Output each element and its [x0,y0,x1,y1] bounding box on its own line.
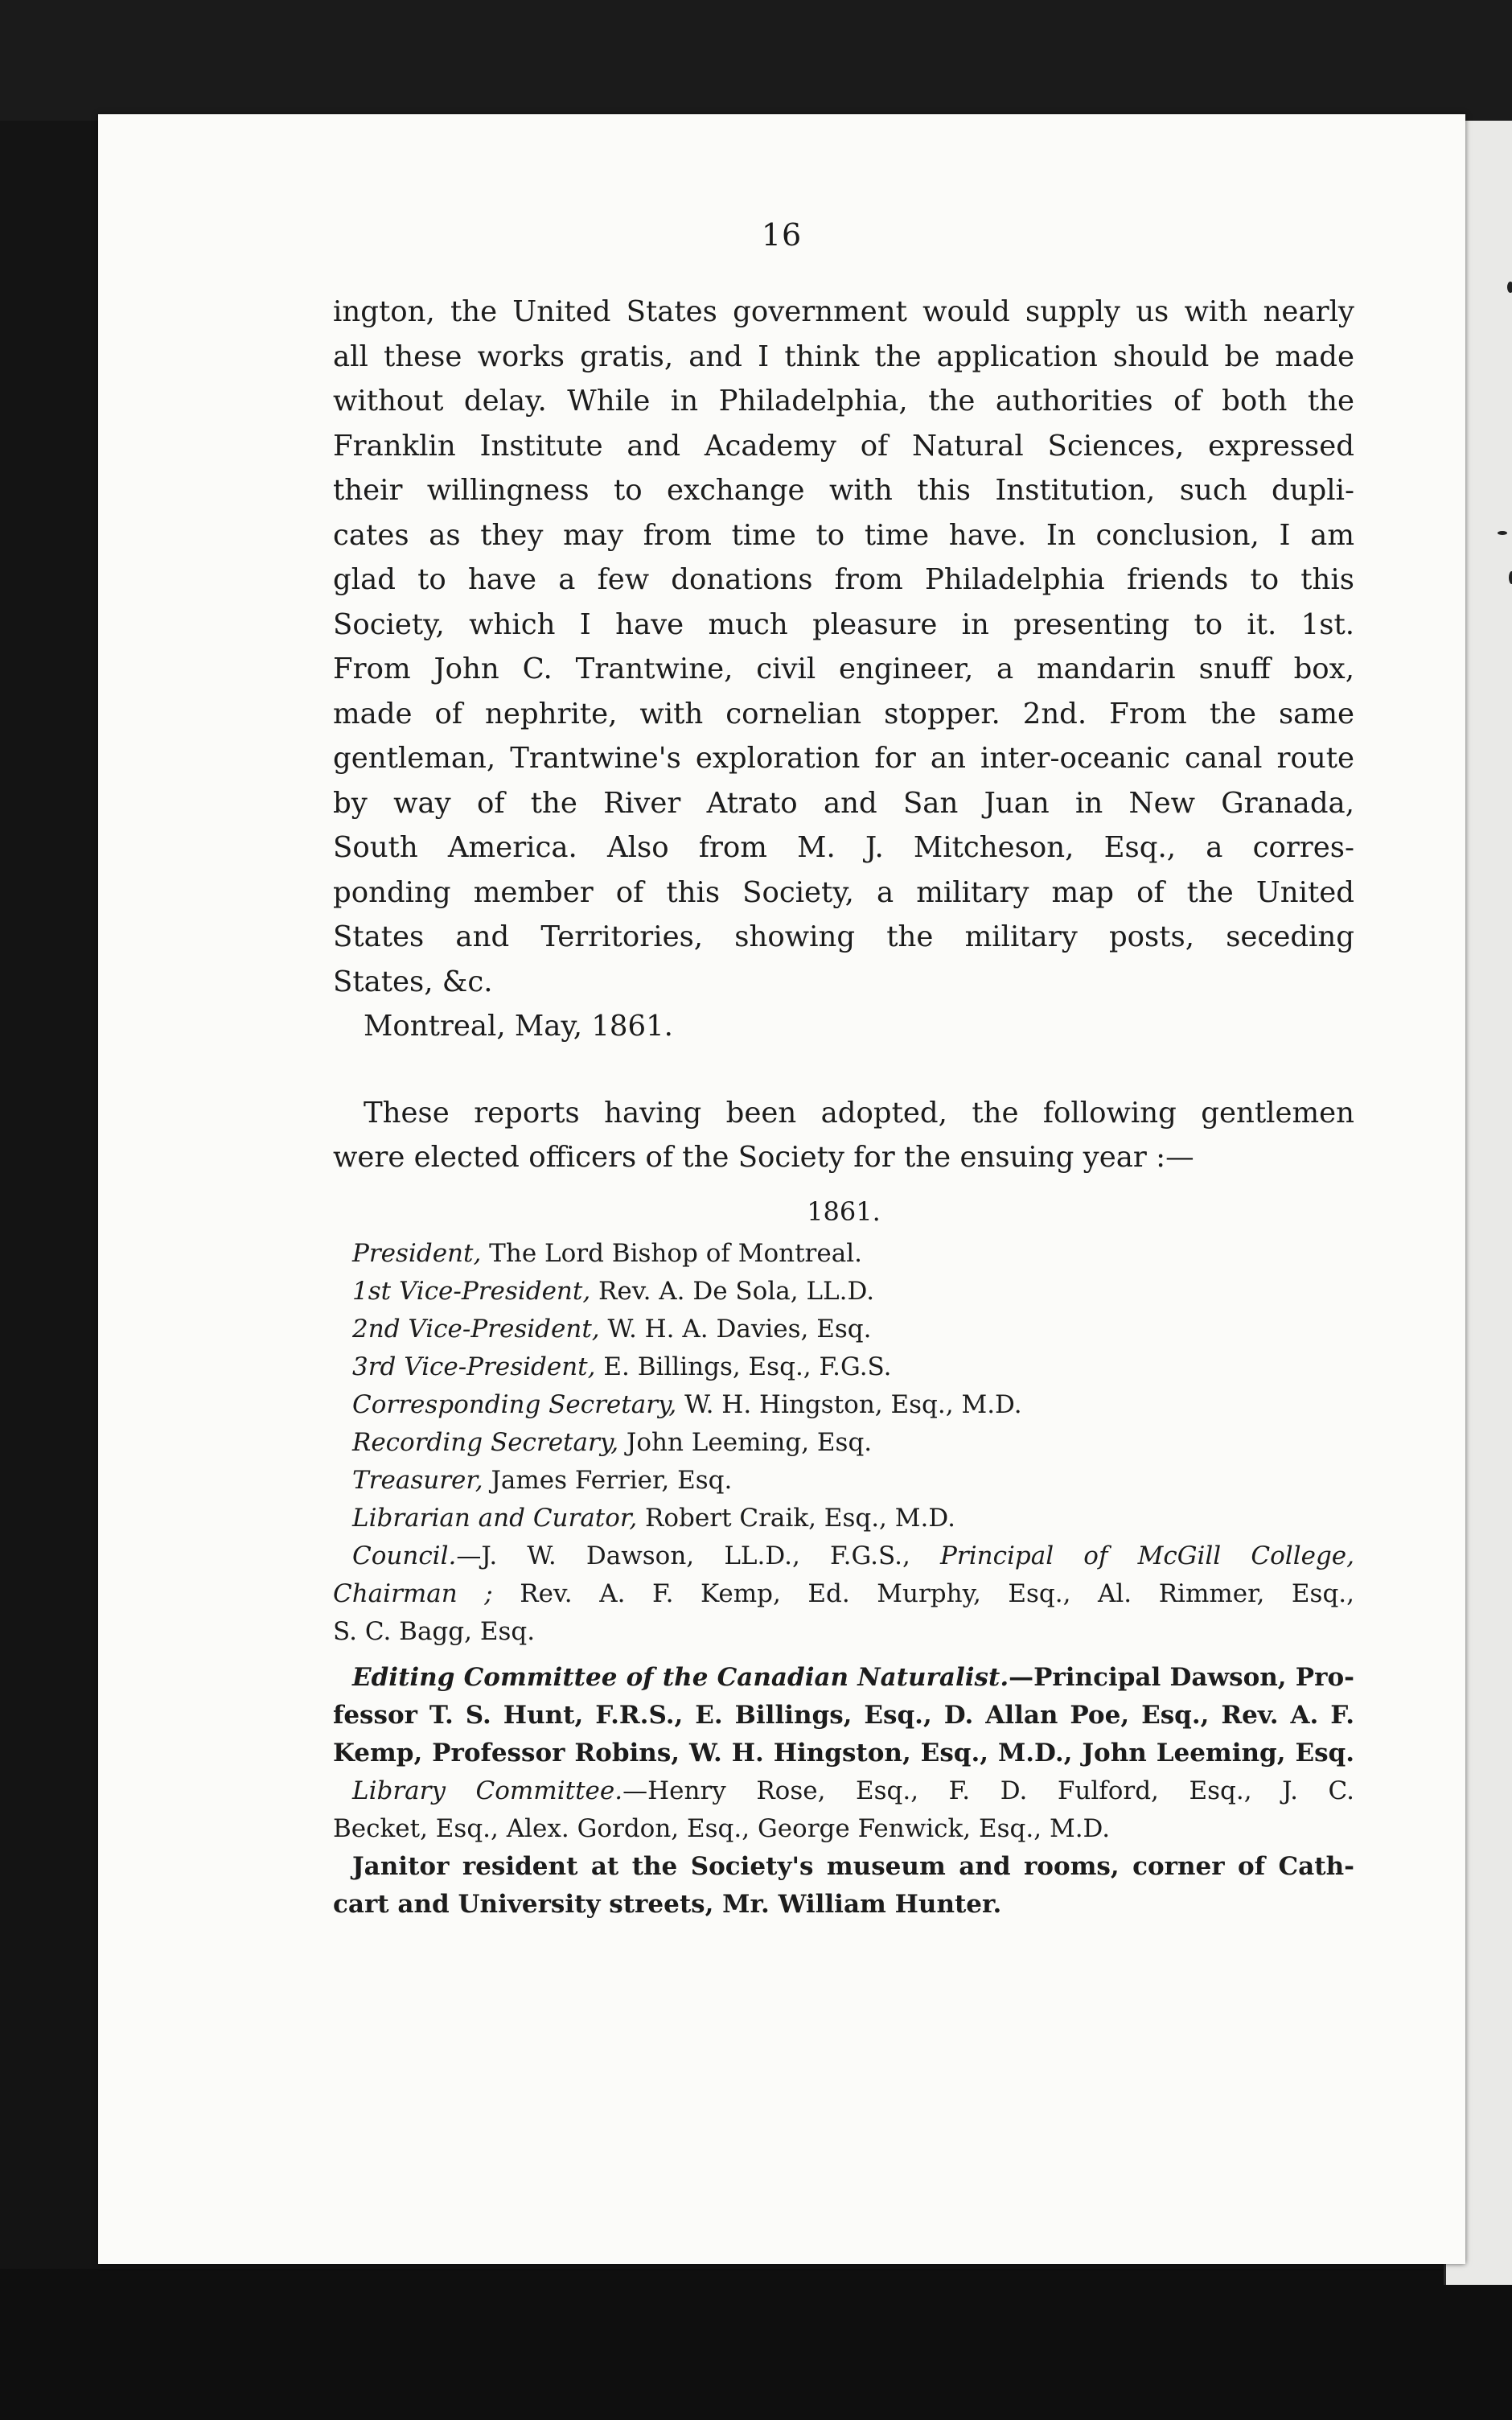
editing-line: Kemp, Professor Robins, W. H. Hingston, Esq., M.D., John Leeming, Esq. [333,1738,1354,1768]
officer-role: Corresponding Secretary, [352,1389,677,1419]
officer-name: John Leeming, Esq. [618,1427,873,1457]
text-line: States and Territories, showing the military posts, seceding [333,920,1354,953]
officer-role: Treasurer, [352,1465,483,1495]
editing-line [333,1659,1354,1697]
officer-name: Rev. A. De Sola, LL.D. [590,1276,875,1306]
text-line: From John C. Trantwine, civil engineer, a mandarin snuff box, [333,652,1354,685]
officer-president [333,1235,1354,1273]
text-line: were elected officers of the Society for the ensuing year :— [333,1141,1194,1174]
section-gap [333,1651,1354,1659]
text-line: Franklin Institute and Academy of Natural Sciences, expressed [333,429,1354,463]
page-number: 16 [761,217,803,253]
editing-committee-entry [333,1659,1354,1772]
officer-name: Robert Craik, Esq., M.D. [637,1503,955,1533]
text-line: gentleman, Trantwine's exploration for an inter-oceanic canal route [333,742,1354,775]
paragraph-gap [333,1049,1354,1091]
text-line: without delay. While in Philadelphia, the authorities of both the [333,385,1354,418]
page-speck [1507,282,1512,293]
scan-background-bottom [0,2269,1512,2420]
text-line: their willingness to exchange with this Institution, such dupli- [333,474,1354,507]
editing-line: fessor T. S. Hunt, F.R.S., E. Billings, Esq., D. Allan Poe, Esq., Rev. A. F. [333,1700,1354,1730]
text-line: States, &c. [333,965,493,998]
scan-background-top [0,0,1512,121]
council-entry [333,1537,1354,1651]
page-speck [1509,571,1512,584]
text-line: made of nephrite, with cornelian stopper. 2nd. From the same [333,697,1354,731]
page-body [333,290,1354,1924]
officer-name: The Lord Bishop of Montreal. [481,1238,862,1268]
library-text: —Henry Rose, Esq., F. D. Fulford, Esq., J. C. [622,1776,1355,1805]
officer-role: Librarian and Curator, [352,1503,638,1533]
council-chairman-label: Chairman ; [333,1578,493,1608]
officer-corresponding-secretary [333,1386,1354,1424]
text-line: Society, which I have much pleasure in presenting to it. 1st. [333,607,1354,641]
officer-name: W. H. A. Davies, Esq. [599,1314,872,1344]
officer-role: President, [352,1238,482,1268]
officers-list [333,1235,1354,1924]
signoff: Montreal, May, 1861. [364,1010,673,1043]
officer-treasurer [333,1462,1354,1500]
council-label: Council. [352,1541,457,1570]
officer-name: W. H. Hingston, Esq., M.D. [676,1389,1022,1419]
text-line: by way of the River Atrato and San Juan in New Granada, [333,786,1354,820]
officer-second-vice-president [333,1311,1354,1348]
editing-text: —Principal Dawson, Pro- [1009,1662,1354,1692]
paragraph-elections [333,1091,1354,1180]
text-line: all these works gratis, and I think the application should be made [333,340,1354,373]
library-line: Becket, Esq., Alex. Gordon, Esq., George Fenwick, Esq., M.D. [333,1813,1111,1843]
text-line: glad to have a few donations from Philadelphia friends to this [333,563,1354,596]
council-line: S. C. Bagg, Esq. [333,1616,536,1646]
paragraph-letter-conclusion [333,290,1354,1049]
officer-first-vice-president [333,1273,1354,1311]
council-text: Rev. A. F. Kemp, Ed. Murphy, Esq., Al. Rimmer, Esq., [492,1578,1354,1608]
text-line: South America. Also from M. J. Mitcheson, Esq., a corres- [333,831,1354,864]
officer-role: Recording Secretary, [352,1427,619,1457]
officer-name: E. Billings, Esq., F.G.S. [595,1352,892,1381]
officer-librarian-curator [333,1500,1354,1537]
text-line: ington, the United States government would supply us with nearly [333,295,1354,328]
text-line: ponding member of this Society, a military map of the United [333,875,1354,909]
editing-label: Editing Committee of the Canadian Naturalist. [352,1662,1009,1692]
text-line: These reports having been adopted, the following gentlemen [364,1096,1354,1130]
officer-third-vice-president [333,1348,1354,1386]
council-line [333,1537,1354,1575]
document-page [98,114,1465,2264]
officer-role: 1st Vice-President, [352,1276,591,1306]
officer-recording-secretary [333,1424,1354,1462]
page-speck [1498,531,1507,535]
janitor-line: Janitor resident at the Society's museum and rooms, corner of Cath- [352,1851,1354,1881]
officers-year-heading: 1861. [807,1196,881,1227]
officer-role: 3rd Vice-President, [352,1352,596,1381]
library-label: Library Committee. [352,1776,623,1805]
janitor-entry [333,1848,1354,1924]
officer-name: James Ferrier, Esq. [483,1465,733,1495]
council-line [333,1575,1354,1613]
library-committee-entry [333,1772,1354,1848]
council-principal-title: Principal of McGill College, [940,1541,1354,1570]
officer-role: 2nd Vice-President, [352,1314,600,1344]
janitor-line: cart and University streets, Mr. William Hunter. [333,1889,1002,1919]
library-line [333,1772,1354,1810]
text-line: cates as they may from time to time have. In conclusion, I am [333,518,1354,552]
council-text: —J. W. Dawson, LL.D., F.G.S., [456,1541,941,1570]
